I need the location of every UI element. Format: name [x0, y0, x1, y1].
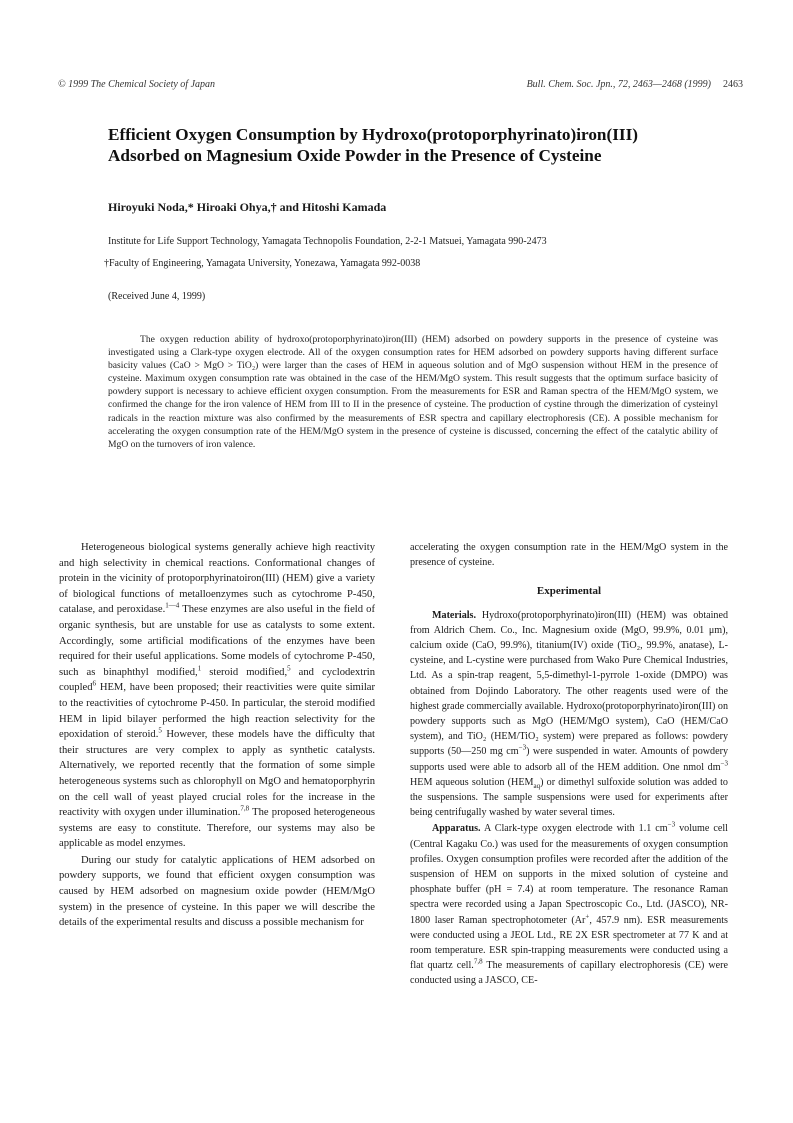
text-run: volume cell (Central Kagaku Co.) was used for the measurements of oxygen consumption profiles. Oxygen consumption profiles were recorded after the addition of the suspension of HEM on supports in the mixed solution of cysteine and phosphate buffer (pH = 7.4) at room temperature. The resonance Raman spectra were recorded using a Japan Spectroscopic Co., Ltd. (JASCO), NR-1800 laser Raman spectrophotometer (Ar: [410, 823, 728, 926]
superscript: −3: [720, 759, 728, 768]
abstract: The oxygen reduction ability of hydroxo(protoporphyrinato)iron(III) (HEM) adsorbed on powdery supports in the presence of cysteine was investigated using a Clark-type oxygen electrode. All of the oxygen consumption rates for HEM adsorbed on powdery supports having different surface basicity values (CaO > MgO > TiO₂) were larger than the cases of HEM in aqueous solution and of MgO suspension without HEM in the presence of cysteine. Maximum oxygen consumption rate was obtained in the case of the HEM/MgO system. This result suggests that the optimum surface basicity of powdery support is necessary to achieve efficient oxygen consumption. From the measurements for ESR and Raman spectra of the HEM/MgO system, we confirmed the change for the iron valence of HEM from III to II in the presence of cysteine. The production of cystine through the dimerization of cysteinyl radicals in the reaction mixture was also confirmed by the measurements of ESR spectra and capillary electrophoresis (CE). A possible mechanism for accelerating the oxygen consumption rate of the HEM/MgO system in the presence of cysteine is discussed, concerning the effect of the catalytic ability of MgO on the turnovers of iron valence.: [108, 334, 718, 450]
text-run: steroid modified,: [201, 666, 288, 678]
text-run: The proposed heterogeneous systems are easy to constitute. Therefore, our systems may also be applicable as model enzymes.: [59, 807, 375, 850]
text-run: ) were suspended in water. Amounts of powdery supports used were able to adsorb all of the HEM addition. One nmol dm: [410, 746, 728, 773]
citation-ref: 1—4: [165, 601, 180, 610]
apparatus-paragraph: [410, 821, 728, 988]
text-run: Hydroxo(protoporphyrinato)iron(III) (HEM) was obtained from Aldrich Chem. Co., Inc. Magnesium oxide (MgO, 99.9%, 0.01 μm), calcium oxide (CaO, 99.9%), titanium(IV) oxide (TiO₂, 99.9%, anatase), L-cysteine, and L-cystine were purchased from Wako Pure Chemical Industries, Ltd. As a spin-trap reagent, 5,5-dimethyl-1-pyrrole 1-oxide (DMPO) was obtained from Dojindo Laboratory. The other reagents used were of the highest grade commercially available. Hydroxo(protoporphyrinato)iron(III) on powdery supports such as MgO (HEM/MgO system), CaO (HEM/CaO system), and TiO₂ (HEM/TiO₂ system) were prepared as follows: powdery supports (50—250 mg cm: [410, 609, 728, 758]
text-run: A Clark-type oxygen electrode with 1.1 cm: [480, 823, 668, 835]
affiliation-primary: Institute for Life Support Technology, Yamagata Technopolis Foundation, 2-2-1 Matsuei, Yamagata 990-2473: [108, 236, 547, 247]
title-line-1: Efficient Oxygen Consumption by Hydroxo(protoporphyrinato)iron(III): [108, 125, 639, 144]
copyright-line: © 1999 The Chemical Society of Japan: [58, 79, 216, 90]
author-list: Hiroyuki Noda,* Hiroaki Ohya,† and Hitoshi Kamada: [108, 200, 387, 214]
citation-ref: 5: [287, 664, 291, 673]
citation-ref: 6: [92, 679, 97, 688]
text-run: and cyclodextrin coupled: [59, 666, 375, 694]
run-in-head-materials: Materials.: [432, 609, 477, 621]
body-column-right: [410, 540, 728, 989]
title-line-2: Adsorbed on Magnesium Oxide Powder in the Presence of Cysteine: [108, 146, 602, 165]
text-run: , 457.9 nm). ESR measurements were conducted using a JEOL Ltd., RE 2X ESR spectrometer at 77 K and at room temperature. ESR spin-trapping measurements were conducted using a flat quartz cell.: [410, 914, 728, 972]
superscript: +: [585, 912, 590, 921]
run-in-head-apparatus: Apparatus.: [432, 823, 481, 835]
citation-ref: 1: [197, 664, 202, 673]
page-number: 2463: [723, 79, 743, 90]
text-run: HEM aqueous solution (HEM: [410, 776, 534, 788]
text-run: HEM, have been proposed; their reactivities were quite similar to the reactivities of cytochrome P-450. In particular, the steroid modified HEM in lipid bilayer performed the high reaction selectivity for the epoxidation of steroid.: [59, 682, 375, 741]
superscript: −3: [518, 744, 527, 753]
affiliation-secondary: †Faculty of Engineering, Yamagata University, Yonezawa, Yamagata 992-0038: [104, 258, 421, 269]
text-run: ) or dimethyl sulfoxide solution was added to the suspensions. The sample suspensions were used for experiments after being centrifugally washed by water several times.: [410, 776, 728, 819]
citation-line: [527, 79, 743, 90]
running-header: [58, 79, 743, 93]
section-heading-experimental: Experimental: [536, 585, 602, 598]
citation-ref: 7,8: [473, 957, 483, 966]
subscript: aq: [533, 781, 541, 790]
citation-ref: 7,8: [240, 804, 250, 813]
intro-continuation: accelerating the oxygen consumption rate in the HEM/MgO system in the presence of cysteine.: [410, 542, 728, 569]
materials-paragraph: [410, 608, 728, 821]
text-run: However, these models have the difficulty that their structures are very complex to apply as synthetic catalysts. Alternatively, we reported recently that the formation of some simple heterogeneous systems such as chlorophyll on MgO and hematoporphyrin on the cell wall of yeast played crucial roles for the increase in the reactivity with oxygen under illumination.: [59, 729, 376, 819]
citation-ref: 5: [158, 726, 162, 735]
journal-citation: Bull. Chem. Soc. Jpn., 72, 2463—2468 (1999): [526, 79, 711, 90]
text-run: The measurements of capillary electrophoresis (CE) were conducted using a JASCO, CE-: [410, 960, 728, 987]
body-column-left: [59, 540, 375, 931]
text-run: These enzymes are also useful in the field of organic synthesis, but are unstable for use as catalysts to some extent. Accordingly, some artificial modifications of the enzymes have been required for their useful applications. Some models of cytochrome P-450, such as binaphthyl modified,: [59, 604, 375, 678]
text-run: Heterogeneous biological systems generally achieve high reactivity and high selectivity in chemical reactions. Conformational changes of protein in the vicinity of protoporphyrinatoiron(III) (HEM) give a variety of biological functions of metalloenzymes such as cytochrome P-450, catalase, and peroxidase.: [59, 542, 375, 616]
superscript: −3: [667, 821, 676, 830]
intro-paragraph-1: [59, 540, 375, 852]
received-date: (Received June 4, 1999): [108, 291, 206, 302]
intro-paragraph-2: During our study for catalytic applications of HEM adsorbed on powdery supports, we found that efficient oxygen consumption was caused by HEM adsorbed on magnesium oxide powder (HEM/MgO system) in the presence of cysteine. In this paper we will describe the details of the experimental results and discuss a possible mechanism for: [59, 854, 375, 929]
article-title: [108, 124, 748, 166]
